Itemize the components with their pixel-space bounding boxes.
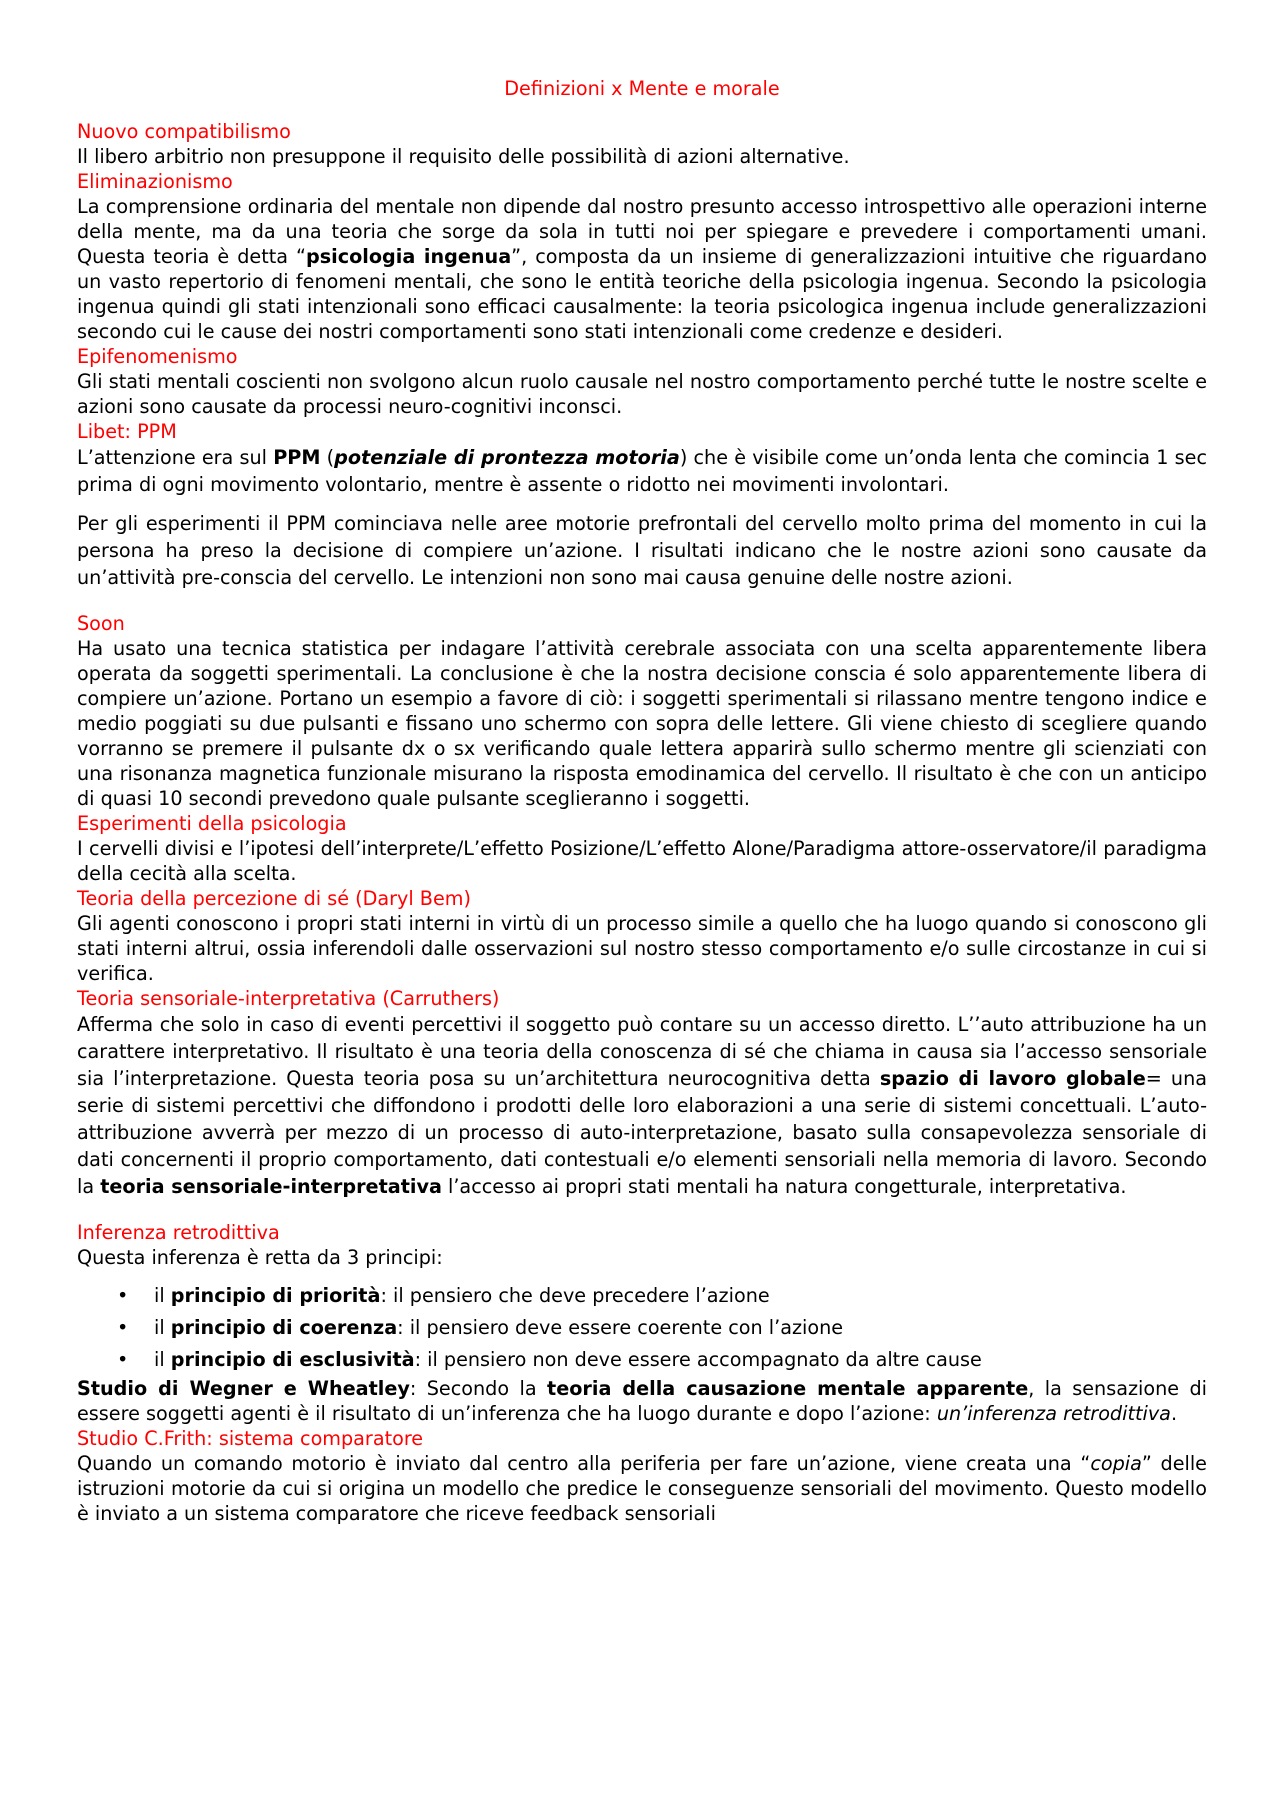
text-run: : il pensiero deve essere coerente con l’azione [397,1316,844,1339]
heading-epifenomenismo: Epifenomenismo [77,345,238,368]
heading-libet: Libet: PPM [77,420,177,443]
bold-term: psicologia ingenua [306,245,512,268]
text-run: Afferma che solo in caso di eventi percettivi il soggetto può contare su un accesso diretto. L’’auto attribuzione ha un carattere interpretativo. Il risultato è una teoria della conoscenza di sé che chiama in causa sia l’accesso sensoriale sia l’interpretazione. Questa teoria posa su un’architettura neurocognitiva detta [77,1013,1207,1090]
text-run: : il pensiero che deve precedere l’azione [380,1284,770,1307]
list-item [77,1312,1207,1344]
bold-term: spazio di lavoro globale [879,1067,1146,1090]
bold-term: principio di esclusività [170,1348,415,1371]
bullet-icon: • [117,1284,129,1307]
text-run: il [154,1316,171,1339]
text-run: . [1170,1402,1178,1425]
list-item [77,1344,1207,1376]
spacer [77,591,1207,611]
paragraph-wegner-wheatley [77,1376,1207,1426]
bullet-icon: • [117,1348,129,1371]
italic-run: un’inferenza retrodittiva [936,1402,1171,1425]
heading-inferenza-retrodittiva: Inferenza retrodittiva [77,1221,280,1244]
bold-italic-term [334,446,680,469]
text-run: ( [320,446,335,469]
paragraph-sensoriale-interpretativa [77,1011,1207,1200]
heading-nuovo-compatibilismo: Nuovo compatibilismo [77,120,291,143]
text-run: L’attenzione era sul [77,446,274,469]
heading-eliminazionismo: Eliminazionismo [77,170,233,193]
text-run: : Secondo la [409,1377,548,1400]
text-run: ) che è visibile come un’onda lenta che comincia 1 sec prima di ogni movimento volontario, mentre è assente o ridotto nei movimenti involontari. [77,446,1208,496]
bold-term: teoria sensoriale-interpretativa [100,1175,442,1198]
italic-run: copia [1090,1452,1142,1475]
list-item [77,1280,1207,1312]
bold-term: principio di priorità [170,1284,381,1307]
principles-list [77,1280,1207,1376]
text-run: La comprensione ordinaria del mentale non dipende dal nostro presunto accesso introspettivo alle operazioni interne della mente, ma da una teoria che sorge da sola in tutti noi per spiegare e prevedere i comportamenti umani. Questa teoria è detta “ [77,195,1207,268]
text-run: Quando un comando motorio è inviato dal centro alla periferia per fare un’azione, viene creata una “ [77,1452,1091,1475]
bullet-icon: • [117,1316,129,1339]
text-run: : il pensiero non deve essere accompagnato da altre cause [414,1348,982,1371]
text-run: il [154,1348,171,1371]
heading-frith: Studio C.Frith: sistema comparatore [77,1427,424,1450]
spacer [77,498,1207,510]
paragraph-nuovo-compatibilismo: Il libero arbitrio non presuppone il requisito delle possibilità di azioni alternative. [77,145,850,168]
text-run: ”, composta da un insieme di generalizzazioni intuitive che riguardano un vasto repertorio di fenomeni mentali, che sono le entità teoriche della psicologia ingenua. Secondo la psicologia ingenua quindi gli stati intenzionali sono efficaci causalmente: la teoria psicologica ingenua include generalizzazioni secondo cui le cause dei nostri comportamenti sono stati intenzionali come credenze e desideri. [77,245,1207,343]
text-run: ” delle istruzioni motorie da cui si origina un modello che predice le conseguenze sensoriali del movimento. Questo modello è inviato a un sistema comparatore che riceve feedback sensoriali [77,1452,1207,1525]
bold-term: principio di coerenza [170,1316,398,1339]
text-run: l’accesso ai propri stati mentali ha natura congetturale, interpretativa. [441,1175,1127,1198]
paragraph-libet-2: Per gli esperimenti il PPM cominciava nelle aree motorie prefrontali del cervello molto prima del momento in cui la persona ha preso la decisione di compiere un’azione. I risultati indicano che le nostre azioni sono causate da un’attività pre-conscia del cervello. Le intenzioni non sono mai causa genuine delle nostre azioni. [77,512,1207,589]
paragraph-libet-1 [77,444,1207,498]
heading-esperimenti: Esperimenti della psicologia [77,812,347,835]
paragraph-epifenomenismo: Gli stati mentali coscienti non svolgono alcun ruolo causale nel nostro comportamento perché tutte le nostre scelte e azioni sono causate da processi neuro-cognitivi inconsci. [77,370,1207,418]
heading-soon: Soon [77,612,125,635]
spacer [77,1200,1207,1220]
paragraph-soon: Ha usato una tecnica statistica per indagare l’attività cerebrale associata con una scelta apparentemente libera operata da soggetti sperimentali. La conclusione è che la nostra decisione conscia é solo apparentemente libera di compiere un’azione. Portano un esempio a favore di ciò: i soggetti sperimentali si rilassano mentre tengono indice e medio poggiati su due pulsanti e fissano uno schermo con sopra delle lettere. Gli viene chiesto di scegliere quando vorranno se premere il pulsante dx o sx verificando quale lettera apparirà sullo schermo mentre gli scienziati con una risonanza magnetica funzionale misurano la risposta emodinamica del cervello. Il risultato è che con un anticipo di quasi 10 secondi prevedono quale pulsante sceglieranno i soggetti. [77,637,1207,810]
document-page [77,76,1207,1526]
heading-sensoriale-interpretativa: Teoria sensoriale-interpretativa (Carruthers) [77,987,500,1010]
paragraph-inferenza-intro: Questa inferenza è retta da 3 principi: [77,1246,443,1269]
text-run: , la sensazione di essere soggetti agenti è il risultato di un’inferenza che ha luogo durante e dopo l’azione: [77,1377,1207,1425]
paragraph-esperimenti: I cervelli divisi e l’ipotesi dell’interprete/L’effetto Posizione/L’effetto Alone/Paradigma attore-osservatore/il paradigma della cecità alla scelta. [77,837,1207,885]
document-title: Definizioni x Mente e morale [504,77,780,100]
text-run: = una serie di sistemi percettivi che diffondono i prodotti delle loro elaborazioni a una serie di sistemi concettuali. L’auto-attribuzione avverrà per mezzo di un processo di auto-interpretazione, basato sulla consapevolezza sensoriale di dati concernenti il proprio comportamento, dati contestuali e/o elementi sensoriali nella memoria di lavoro. Secondo la [77,1067,1207,1198]
paragraph-frith [77,1451,1207,1526]
text-run: il [154,1284,171,1307]
paragraph-percezione-di-se: Gli agenti conoscono i propri stati interni in virtù di un processo simile a quello che ha luogo quando si conoscono gli stati interni altrui, ossia inferendoli dalle osservazioni sul nostro stesso comportamento e/o sulle circostanze in cui si verifica. [77,912,1207,985]
bold-term: teoria della causazione mentale apparente [547,1377,1029,1400]
bold-term: Studio di Wegner e Wheatley [77,1377,410,1400]
heading-percezione-di-se: Teoria della percezione di sé (Daryl Bem) [77,887,471,910]
bold-term: PPM [273,446,321,469]
paragraph-eliminazionismo [77,194,1207,344]
italic-run: potenziale di prontezza motoria [334,446,680,469]
